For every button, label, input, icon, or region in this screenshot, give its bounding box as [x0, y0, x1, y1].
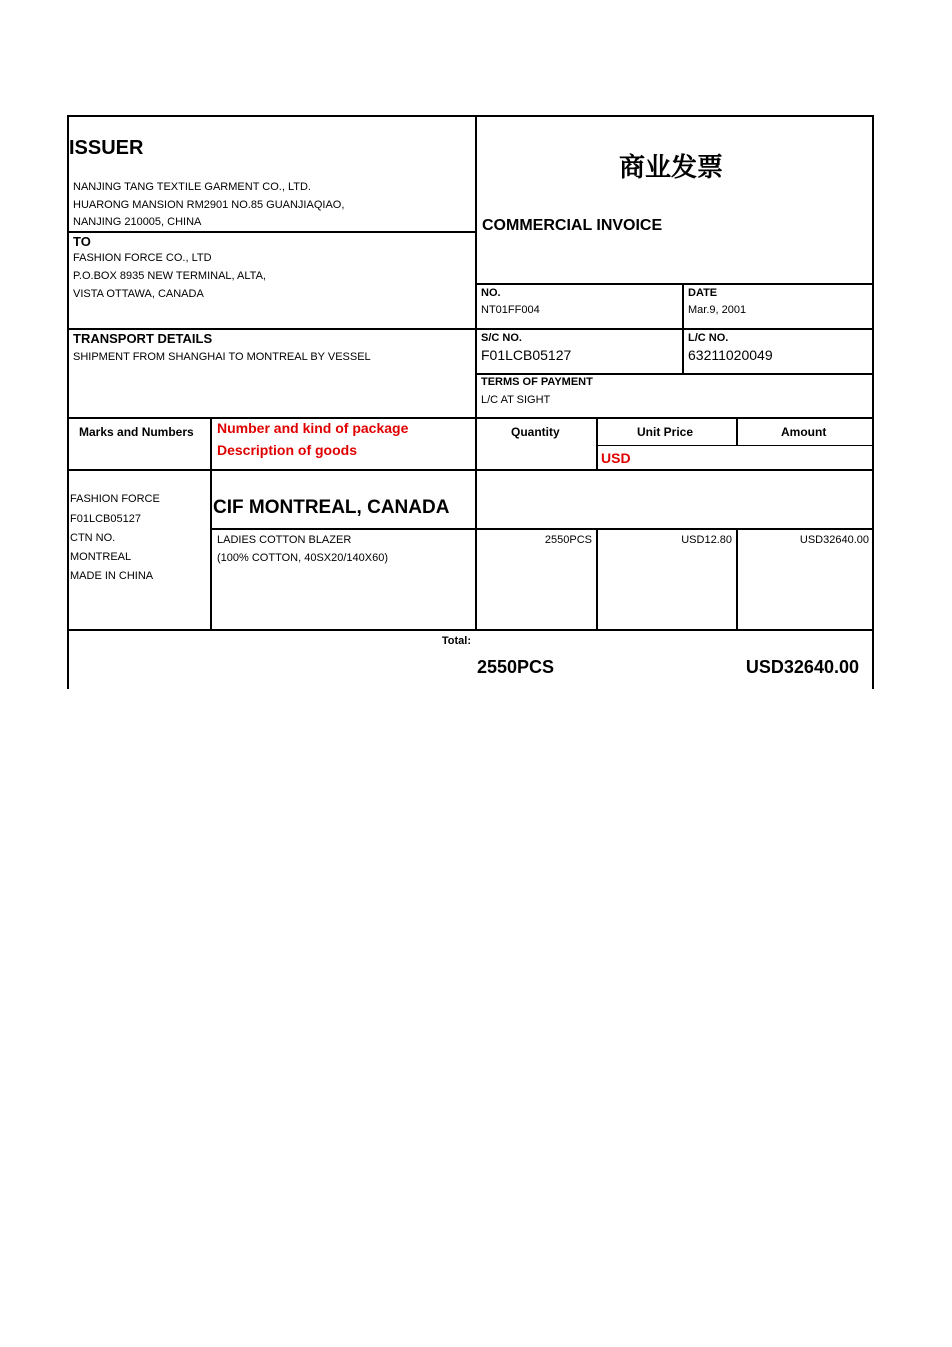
divider-item-price	[596, 528, 598, 631]
marks-line: FASHION FORCE	[70, 493, 160, 505]
divider-total	[67, 629, 874, 631]
divider-header-description	[210, 417, 212, 470]
title-chinese: 商业发票	[619, 152, 724, 182]
date-label: DATE	[688, 287, 718, 299]
item-description-line: LADIES COTTON BLAZER	[217, 534, 352, 546]
no-label: NO.	[481, 287, 501, 299]
transport-label: TRANSPORT DETAILS	[73, 331, 213, 346]
trade-term: CIF MONTREAL, CANADA	[213, 497, 450, 518]
transport-value: SHIPMENT FROM SHANGHAI TO MONTREAL BY VESSEL	[73, 351, 371, 363]
header-currency: USD	[601, 450, 631, 466]
terms-value: L/C AT SIGHT	[481, 394, 551, 406]
divider-item-amount	[736, 528, 738, 631]
item-description-line: (100% COTTON, 40SX20/140X60)	[217, 552, 388, 564]
date-value: Mar.9, 2001	[688, 304, 747, 316]
header-marks: Marks and Numbers	[79, 425, 194, 439]
sc-label: S/C NO.	[481, 332, 522, 344]
marks-line: F01LCB05127	[70, 513, 141, 525]
header-package: Number and kind of package	[217, 420, 409, 436]
header-description: Description of goods	[217, 442, 357, 458]
divider-transport	[67, 328, 874, 330]
sc-value: F01LCB05127	[481, 347, 572, 363]
to-line: VISTA OTTAWA, CANADA	[73, 288, 204, 300]
issuer-heading: ISSUER	[69, 137, 144, 159]
border-left	[67, 115, 69, 689]
divider-header-bottom	[67, 469, 874, 471]
no-value: NT01FF004	[481, 304, 540, 316]
lc-value: 63211020049	[688, 347, 773, 363]
marks-line: MADE IN CHINA	[70, 570, 154, 582]
border-top	[67, 115, 874, 117]
divider-item-quantity	[475, 528, 477, 631]
border-right	[872, 115, 874, 689]
header-quantity: Quantity	[511, 425, 560, 439]
divider-price-amount	[736, 417, 738, 446]
total-quantity: 2550PCS	[477, 657, 555, 677]
issuer-line: NANJING TANG TEXTILE GARMENT CO., LTD.	[73, 181, 311, 193]
total-amount: USD32640.00	[745, 657, 859, 677]
divider-header-top	[67, 417, 874, 419]
divider-issuer-to	[67, 231, 477, 233]
to-heading: TO	[73, 234, 91, 249]
to-line: FASHION FORCE CO., LTD	[73, 252, 212, 264]
divider-title-no	[475, 283, 874, 285]
header-unit-price: Unit Price	[637, 425, 694, 439]
item-amount: USD32640.00	[799, 534, 869, 546]
divider-quantity-price	[596, 417, 598, 470]
item-quantity: 2550PCS	[544, 534, 592, 546]
lc-label: L/C NO.	[688, 332, 729, 344]
divider-header-sub	[596, 445, 874, 446]
marks-line: CTN NO.	[70, 532, 116, 544]
item-unit-price: USD12.80	[681, 534, 732, 546]
header-amount: Amount	[781, 425, 827, 439]
divider-sc-terms	[475, 373, 874, 375]
total-label: Total:	[441, 635, 471, 647]
to-line: P.O.BOX 8935 NEW TERMINAL, ALTA,	[73, 270, 266, 282]
issuer-line: NANJING 210005, CHINA	[73, 216, 202, 228]
divider-tradeterm	[210, 528, 874, 530]
title-english: COMMERCIAL INVOICE	[482, 217, 663, 234]
issuer-line: HUARONG MANSION RM2901 NO.85 GUANJIAQIAO,	[73, 199, 345, 211]
terms-label: TERMS OF PAYMENT	[481, 376, 593, 388]
marks-line: MONTREAL	[70, 551, 132, 563]
